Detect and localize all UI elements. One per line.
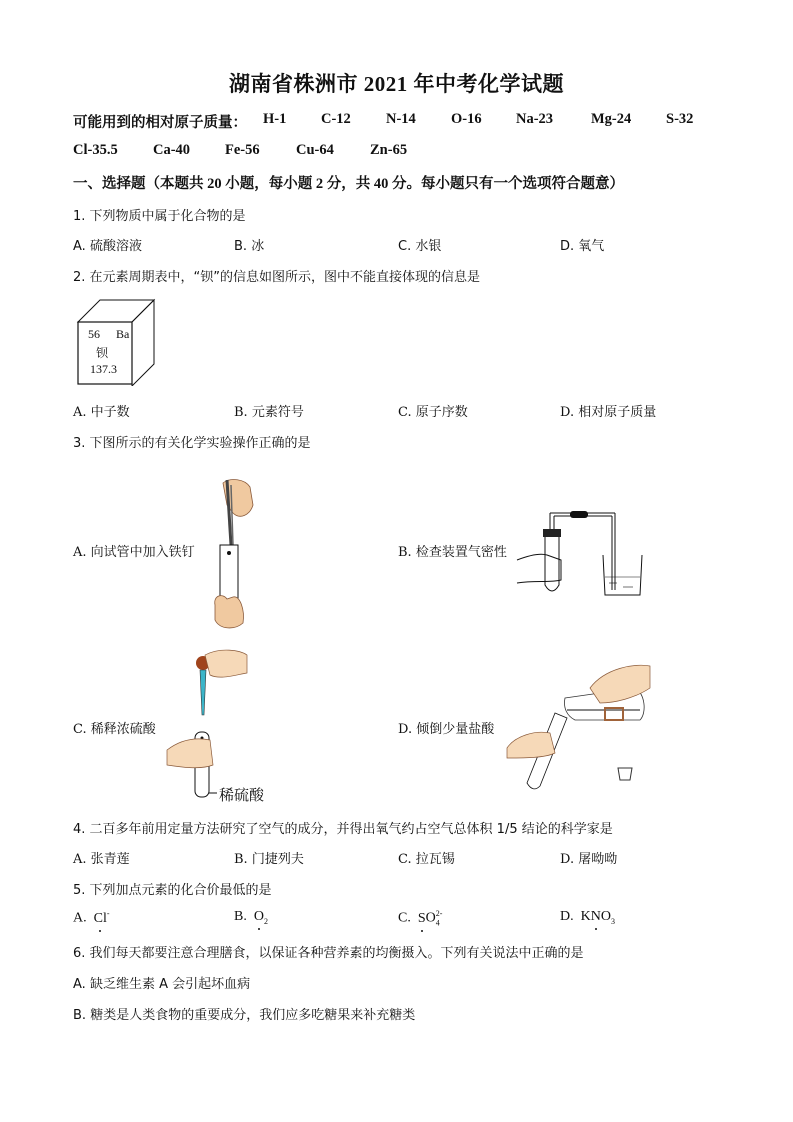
question-number: 6.	[73, 946, 86, 961]
atomic-number: 56	[88, 327, 100, 341]
question-4-option-c: C. 拉瓦锡	[398, 852, 455, 867]
dotted-element: O	[253, 909, 264, 924]
dotted-element: Cl	[93, 910, 107, 926]
atomic-mass-label: 可能用到的相对原子质量：	[73, 115, 247, 131]
question-number: 1.	[73, 209, 86, 224]
dilute-acid-label: 稀硫酸	[219, 786, 265, 804]
element-symbol: Ba	[116, 327, 130, 341]
question-1-option-d: D. 氧气	[560, 239, 605, 254]
atomic-mass-mg: Mg-24	[591, 111, 632, 127]
question-text: 在元素周期表中，“钡”的信息如图所示，图中不能直接体现的信息是	[89, 270, 481, 285]
question-4-option-b: B. 门捷列夫	[234, 852, 304, 867]
question-4-option-a: A. 张青莲	[73, 852, 130, 867]
question-4-stem	[73, 818, 613, 837]
question-2-option-b: B. 元素符号	[234, 405, 304, 420]
airtightness-check-figure	[515, 505, 645, 600]
question-5-option-c: C. $SO_4^{2-}$	[398, 909, 443, 928]
question-1-option-c: C. 水银	[398, 239, 442, 254]
question-1-option-b: B. 冰	[234, 239, 265, 254]
question-6-option-a: A. 缺乏维生素 A 会引起坏血病	[73, 977, 251, 992]
atomic-mass-fe: Fe-56	[225, 142, 260, 158]
question-text: 下图所示的有关化学实验操作正确的是	[89, 436, 311, 451]
dotted-element: N	[590, 909, 601, 924]
atomic-mass: 137.3	[90, 362, 117, 376]
question-number: 3.	[73, 436, 86, 451]
question-text: 下列物质中属于化合物的是	[89, 209, 246, 224]
atomic-mass-s: S-32	[666, 111, 694, 127]
question-6-option-b: B. 糖类是人类食物的重要成分，我们应多吃糖果来补充糖类	[73, 1008, 416, 1023]
question-3-option-a: A. 向试管中加入铁钉	[73, 545, 195, 560]
question-2-option-c: C. 原子序数	[398, 405, 468, 420]
question-text: 我们每天都要注意合理膳食，以保证各种营养素的均衡摄入。下列有关说法中正确的是	[89, 946, 584, 961]
atomic-mass-n: N-14	[386, 111, 416, 127]
question-1-option-a: A. 硫酸溶液	[73, 239, 142, 254]
question-text: 二百多年前用定量方法研究了空气的成分，并得出氧气约占空气总体积 1/5 结论的科学家是	[89, 822, 613, 837]
atomic-mass-o: O-16	[451, 111, 482, 127]
dotted-element: S	[417, 910, 426, 926]
barium-element-card	[76, 298, 156, 386]
atomic-mass-row-2	[73, 142, 473, 162]
atomic-mass-na: Na-23	[516, 111, 554, 127]
pouring-acid-figure	[505, 658, 655, 793]
question-number: 4.	[73, 822, 86, 837]
question-6-stem	[73, 942, 584, 961]
question-5-option-d: D. $KNO_3$	[560, 909, 615, 926]
question-4-option-d: D. 屠呦呦	[560, 852, 618, 867]
atomic-mass-h: H-1	[263, 111, 287, 127]
atomic-mass-ca: Ca-40	[153, 142, 191, 158]
question-5-stem	[73, 879, 272, 898]
question-3-stem	[73, 432, 311, 451]
question-number: 5.	[73, 883, 86, 898]
atomic-mass-row-1	[73, 111, 733, 131]
dilute-sulfuric-acid-figure	[165, 645, 250, 805]
question-number: 2.	[73, 270, 86, 285]
atomic-mass-c: C-12	[321, 111, 351, 127]
atomic-mass-cl: Cl-35.5	[73, 142, 118, 158]
section-heading: 一、选择题（本题共 20 小题，每小题 2 分，共 40 分。每小题只有一个选项符合题意）	[73, 176, 624, 192]
question-2-option-d: D. 相对原子质量	[560, 405, 657, 420]
atomic-mass-cu: Cu-64	[296, 142, 334, 158]
document-title: 湖南省株洲市 2021 年中考化学试题	[229, 72, 564, 96]
question-3-option-d: D. 倾倒少量盐酸	[398, 722, 495, 737]
atomic-mass-zn: Zn-65	[370, 142, 408, 158]
question-5-option-b: B. $O_2$	[234, 909, 268, 926]
question-2-option-a: A. 中子数	[73, 405, 130, 420]
question-5-option-a: A. Cl-	[73, 909, 110, 926]
question-text: 下列加点元素的化合价最低的是	[89, 883, 272, 898]
question-1-stem	[73, 205, 246, 224]
question-3-option-b: B. 检查装置气密性	[398, 545, 507, 560]
question-2-stem	[73, 266, 480, 285]
question-3-option-c: C. 稀释浓硫酸	[73, 722, 156, 737]
adding-iron-nail-figure	[205, 475, 265, 635]
element-name: 钡	[96, 346, 109, 360]
